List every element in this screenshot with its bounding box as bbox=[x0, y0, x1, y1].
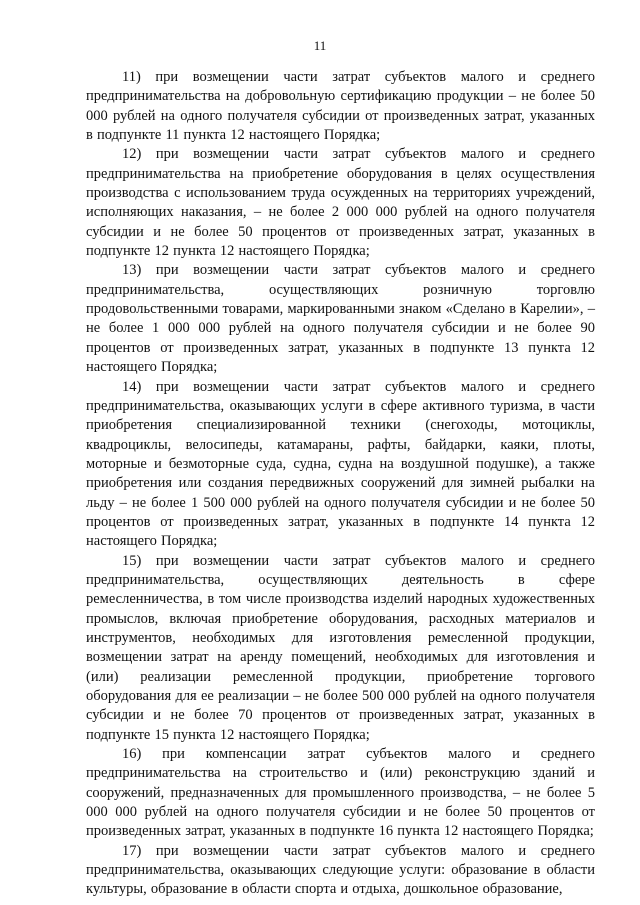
paragraph-item-15: 15) при возмещении части затрат субъектов малого и среднего предпринимательства, осуществляющих деятельность в сфере ремесленничества, в том числе производства изделий народных художественных промыслов, включая приобретение оборудования, расходных материалов и инструментов, необходимых для изготовления ремесленной продукции, возмещении затрат на аренду помещений, необходимых для изготовления и (или) реализации ремесленной продукции, приобретение торгового оборудования для ее реализации – не более 500 000 рублей на одного получателя субсидии и не более 70 процентов от произведенных затрат, указанных в подпункте 15 пункта 12 настоящего Порядка; bbox=[86, 552, 595, 743]
document-body bbox=[86, 68, 595, 900]
paragraph-item-16: 16) при компенсации затрат субъектов малого и среднего предпринимательства на строительство и (или) реконструкцию зданий и сооружений, предназначенных для промышленного производства, – не более 5 000 000 рублей на одного получателя субсидии и не более 50 процентов от произведенных затрат, указанных в подпункте 16 пункта 12 настоящего Порядка; bbox=[86, 746, 595, 840]
paragraph-item-17: 17) при возмещении части затрат субъектов малого и среднего предпринимательства, оказывающих следующие услуги: образование в области культуры, образование в области спорта и отдыха, дошкольное образование, bbox=[86, 842, 595, 898]
paragraph-item-12: 12) при возмещении части затрат субъектов малого и среднего предпринимательства на приобретение оборудования в целях осуществления производства с использованием труда осужденных на территориях учреждений, исполняющих наказания, – не более 2 000 000 рублей на одного получателя субсидии и не более 50 процентов от произведенных затрат, указанных в подпункте 12 пункта 12 настоящего Порядка; bbox=[86, 146, 595, 260]
paragraph-item-13: 13) при возмещении части затрат субъектов малого и среднего предпринимательства, осуществляющих розничную торговлю продовольственными товарами, маркированными знаком «Сделано в Карелии», – не более 1 000 000 рублей на одного получателя субсидии и не более 90 процентов от произведенных затрат, указанных в подпункте 13 пункта 12 настоящего Порядка; bbox=[86, 262, 595, 376]
paragraph-item-14: 14) при возмещении части затрат субъектов малого и среднего предпринимательства, оказывающих услуги в сфере активного туризма, в части приобретения специализированной техники (снегоходы, мотоциклы, квадроциклы, велосипеды, катамараны, рафты, байдарки, каяки, плоты, моторные и безмоторные суда, судна, судна на воздушной подушке), а также приобретения или создания передвижных сооружений для зимней рыбалки на льду – не более 1 500 000 рублей на одного получателя субсидии и не более 50 процентов от произведенных затрат, указанных в подпункте 14 пункта 12 настоящего Порядка; bbox=[86, 378, 595, 550]
page-number: 11 bbox=[313, 38, 327, 53]
paragraph-item-11: 11) при возмещении части затрат субъектов малого и среднего предпринимательства на добровольную сертификацию продукции – не более 50 000 рублей на одного получателя субсидии от произведенных затрат, указанных в подпункте 11 пункта 12 настоящего Порядка; bbox=[86, 69, 595, 144]
